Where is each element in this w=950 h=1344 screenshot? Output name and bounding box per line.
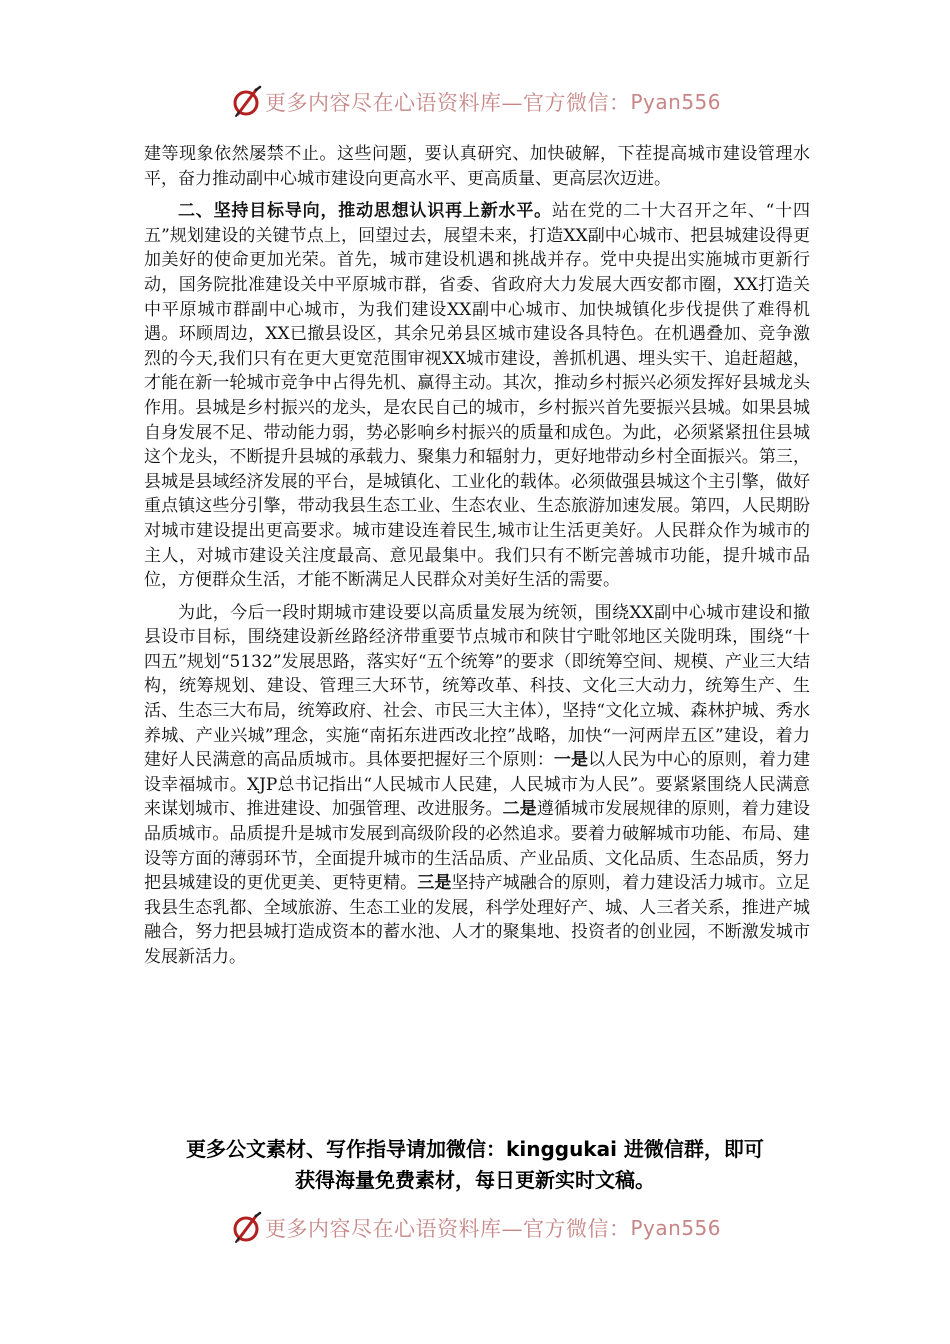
principle-text-3: 坚持产城融合的原则，着力建设活力城市。立足我县生态乳都、全域旅游、生态工业的发展，科学处理好产、城、人三者关系，推进产城融合，努力把县城打造成资本的蓄水池、人才的聚集地、投资者的创业园，不断激发城市发展新活力。 [144,873,811,967]
paragraph-section-two [144,199,810,593]
banner-wechat-id: Pyan556 [630,90,721,114]
banner-wechat-id: Pyan556 [630,1216,721,1240]
pen-logo-icon [229,85,263,119]
principle-text-2: 遵循城市发展规律的原则，着力建设品质城市。品质提升是城市发展到高级阶段的必然追求。要着力破解城市功能、布局、建设等方面的薄弱环节，全面提升城市的生活品质、产业品质、文化品质、生态品质，努力把县城建设的更优更美、更特更精。 [144,799,811,894]
principle-marker-3: 三是 [417,873,452,894]
banner-text: 更多内容尽在心语资料库—官方微信： [264,91,631,115]
section-heading: 二、坚持目标导向，推动思想认识再上新水平。 [178,201,552,222]
principle-text-1: 以人民为中心的原则，着力建设幸福城市。XJP总书记指出“人民城市人民建，人民城市为人民”。要紧紧围绕人民满意来谋划城市、推进建设、加强管理、改进服务。 [144,750,811,820]
document-body [144,142,810,970]
header-banner [0,82,950,122]
pen-logo-icon [229,1211,263,1245]
promo-notice [100,1134,850,1196]
paragraph-principles [144,601,810,970]
banner-text: 更多内容尽在心语资料库—官方微信： [264,1217,631,1241]
paragraph-body: 为此，今后一段时期城市建设要以高质量发展为统领，围绕XX副中心城市建设和撤县设市目标，围绕建设新丝路经济带重要节点城市和陕甘宁毗邻地区关陇明珠，围绕“十四五”规划“5132”发展思路，落实好“五个统筹”的要求（即统筹空间、规模、产业三大结构，统筹规划、建设、管理三大环节，统筹改革、科技、文化三大动力，统筹生产、生活、生态三大布局，统筹政府、社会、市民三大主体），坚持“文化立城、森林护城、秀水养城、产业兴城”理念，实施“南拓东进西改北控”战略，加快“一河两岸五区”建设，着力建好人民满意的高品质城市。具体要把握好三个原则： [144,602,810,771]
principle-marker-2: 二是 [502,799,537,820]
promo-line-2: 获得海量免费素材，每日更新实时文稿。 [295,1168,655,1192]
footer-banner [0,1208,950,1248]
paragraph-body: 站在党的二十大召开之年、“十四五”规划建设的关键节点上，回望过去，展望未来，打造XX副中心城市、把县城建设得更加美好的使命更加光荣。首先，城市建设机遇和挑战并存。党中央提出实施城市更新行动，国务院批准建设关中平原城市群，省委、省政府大力发展大西安都市圈，XX打造关中平原城市群副中心城市，为我们建设XX副中心城市、加快城镇化步伐提供了难得机遇。环顾周边，XX已撤县设区，其余兄弟县区城市建设各具特色。在机遇叠加、竞争激烈的今天,我们只有在更大更宽范围审视XX城市建设，善抓机遇、埋头实干、追赶超越，才能在新一轮城市竞争中占得先机、赢得主动。其次，推动乡村振兴必须发挥好县城龙头作用。县城是乡村振兴的龙头，是农民自己的城市，乡村振兴首先要振兴县城。如果县城自身发展不足、带动能力弱，势必影响乡村振兴的质量和成色。为此，必须紧紧扭住县城这个龙头，不断提升县城的承载力、聚集力和辐射力，更好地带动乡村全面振兴。第三，县城是县域经济发展的平台，是城镇化、工业化的载体。必须做强县城这个主引擎，做好重点镇这些分引擎，带动我县生态工业、生态农业、生态旅游加速发展。第四，人民期盼对城市建设提出更高要求。城市建设连着民生,城市让生活更美好。人民群众作为城市的主人，对城市建设关注度最高、意见最集中。我们只有不断完善城市功能，提升城市品位，方便群众生活，才能不断满足人民群众对美好生活的需要。 [144,201,810,591]
promo-line-1: 更多公文素材、写作指导请加微信：kinggukai 进微信群，即可 [186,1137,764,1161]
paragraph-continuation: 建等现象依然屡禁不止。这些问题，要认真研究、加快破解，下茬提高城市建设管理水平，奋力推动副中心城市建设向更高水平、更高质量、更高层次迈进。 [144,144,810,189]
principle-marker-1: 一是 [553,750,589,771]
